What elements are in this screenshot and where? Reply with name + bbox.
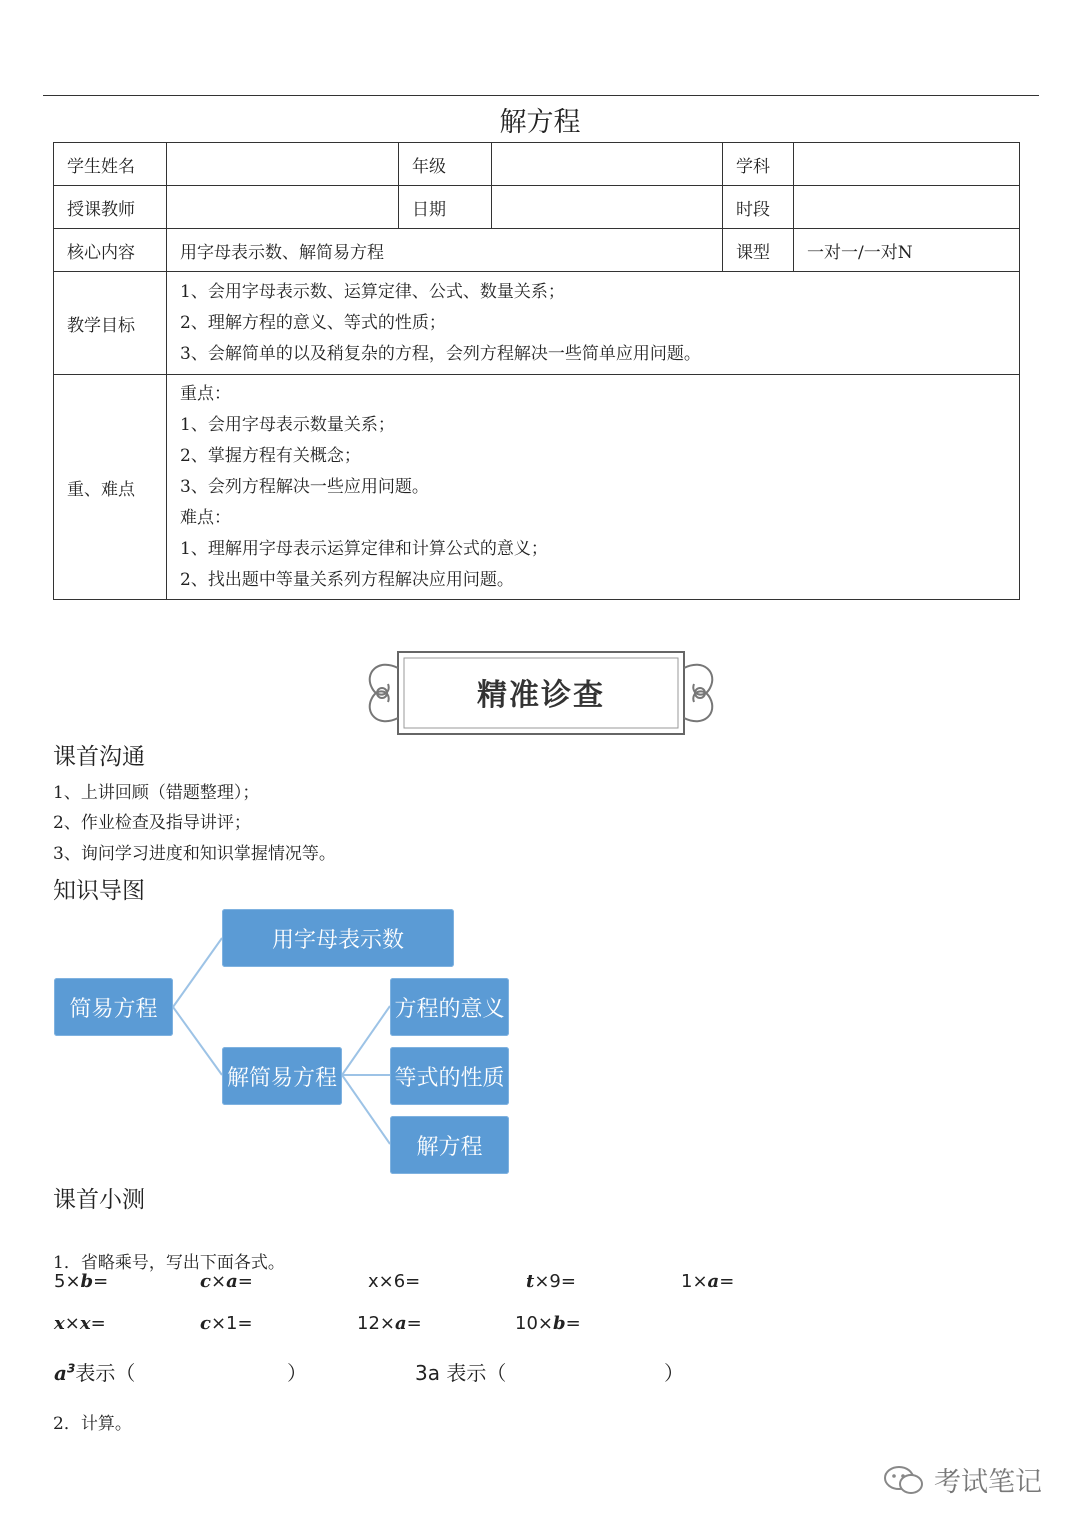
list-item: 2、作业检查及指导讲评；: [53, 813, 251, 833]
goal-item: 2、理解方程的意义、等式的性质；: [180, 312, 446, 333]
question-1: 1．省略乘号，写出下面各式。: [53, 1253, 285, 1273]
answer-blank-close: ）: [664, 1361, 684, 1385]
date-label: 日期: [399, 186, 492, 229]
banner-title: 精准诊查: [477, 678, 605, 713]
wechat-icon: [882, 1464, 926, 1496]
key-line: 2、找出题中等量关系列方程解决应用问题。: [180, 569, 514, 590]
subject-field[interactable]: [794, 143, 1020, 186]
mindmap-branch-letters: 用字母表示数: [222, 909, 454, 967]
banner: [358, 648, 724, 738]
goal-item: 3、会解简单的以及稍复杂的方程，会列方程解决一些简单应用问题。: [180, 343, 701, 364]
key-line: 难点：: [180, 507, 231, 528]
key-line: 重点：: [180, 383, 231, 404]
type-value: 一对一/一对N: [794, 229, 1020, 272]
teacher-field[interactable]: [167, 186, 399, 229]
answer-blank-close: ）: [287, 1361, 307, 1385]
top-rule: [43, 95, 1039, 96]
mindmap-leaf-meaning: 方程的意义: [390, 978, 509, 1036]
expression: $a^3$表示（: [54, 1361, 136, 1385]
student-name-field[interactable]: [167, 143, 399, 186]
core-value: 用字母表示数、解简易方程: [167, 229, 723, 272]
mindmap-root: 简易方程: [54, 978, 173, 1036]
key-line: 1、会用字母表示数量关系；: [180, 414, 395, 435]
list-item: 3、询问学习进度和知识掌握情况等。: [53, 844, 336, 864]
period-label: 时段: [723, 186, 794, 229]
watermark: [882, 1460, 1042, 1499]
section-heading-quiz: 课首小测: [53, 1187, 145, 1213]
goals-cell: [167, 272, 1020, 375]
key-label: 重、难点: [54, 375, 167, 600]
expression: 3a 表示（: [415, 1361, 507, 1385]
period-field[interactable]: [794, 186, 1020, 229]
grade-label: 年级: [399, 143, 492, 186]
goals-label: 教学目标: [54, 272, 167, 375]
core-label: 核心内容: [54, 229, 167, 272]
mindmap-leaf-solve: 解方程: [390, 1116, 509, 1174]
mindmap-branch-solve: 解简易方程: [222, 1047, 342, 1105]
mindmap-leaf-property: 等式的性质: [390, 1047, 509, 1105]
teacher-label: 授课教师: [54, 186, 167, 229]
expression: x×6=: [368, 1271, 421, 1292]
expression: c×a=: [200, 1271, 253, 1292]
grade-field[interactable]: [492, 143, 723, 186]
goal-item: 1、会用字母表示数、运算定律、公式、数量关系；: [180, 281, 565, 302]
list-item: 1、上讲回顾（错题整理）；: [53, 783, 260, 803]
student-name-label: 学生姓名: [54, 143, 167, 186]
expression: c×1=: [200, 1313, 253, 1334]
type-label: 课型: [723, 229, 794, 272]
page-title: 解方程: [499, 107, 581, 138]
key-line: 2、掌握方程有关概念；: [180, 445, 361, 466]
info-table: [53, 142, 1020, 600]
expression: 10×b=: [515, 1313, 581, 1334]
key-line: 3、会列方程解决一些应用问题。: [180, 476, 429, 497]
expression: t×9=: [526, 1271, 576, 1292]
expression: 1×a=: [681, 1271, 735, 1292]
expression: x×x=: [54, 1313, 106, 1334]
watermark-text: 考试笔记: [934, 1467, 1042, 1498]
key-cell: [167, 375, 1020, 600]
expression: 12×a=: [357, 1313, 422, 1334]
question-2: 2．计算。: [53, 1414, 132, 1434]
expression: 5×b=: [54, 1271, 109, 1292]
date-field[interactable]: [492, 186, 723, 229]
section-heading-mindmap: 知识导图: [53, 878, 145, 904]
subject-label: 学科: [723, 143, 794, 186]
key-line: 1、理解用字母表示运算定律和计算公式的意义；: [180, 538, 548, 559]
section-heading-communication: 课首沟通: [53, 744, 145, 770]
